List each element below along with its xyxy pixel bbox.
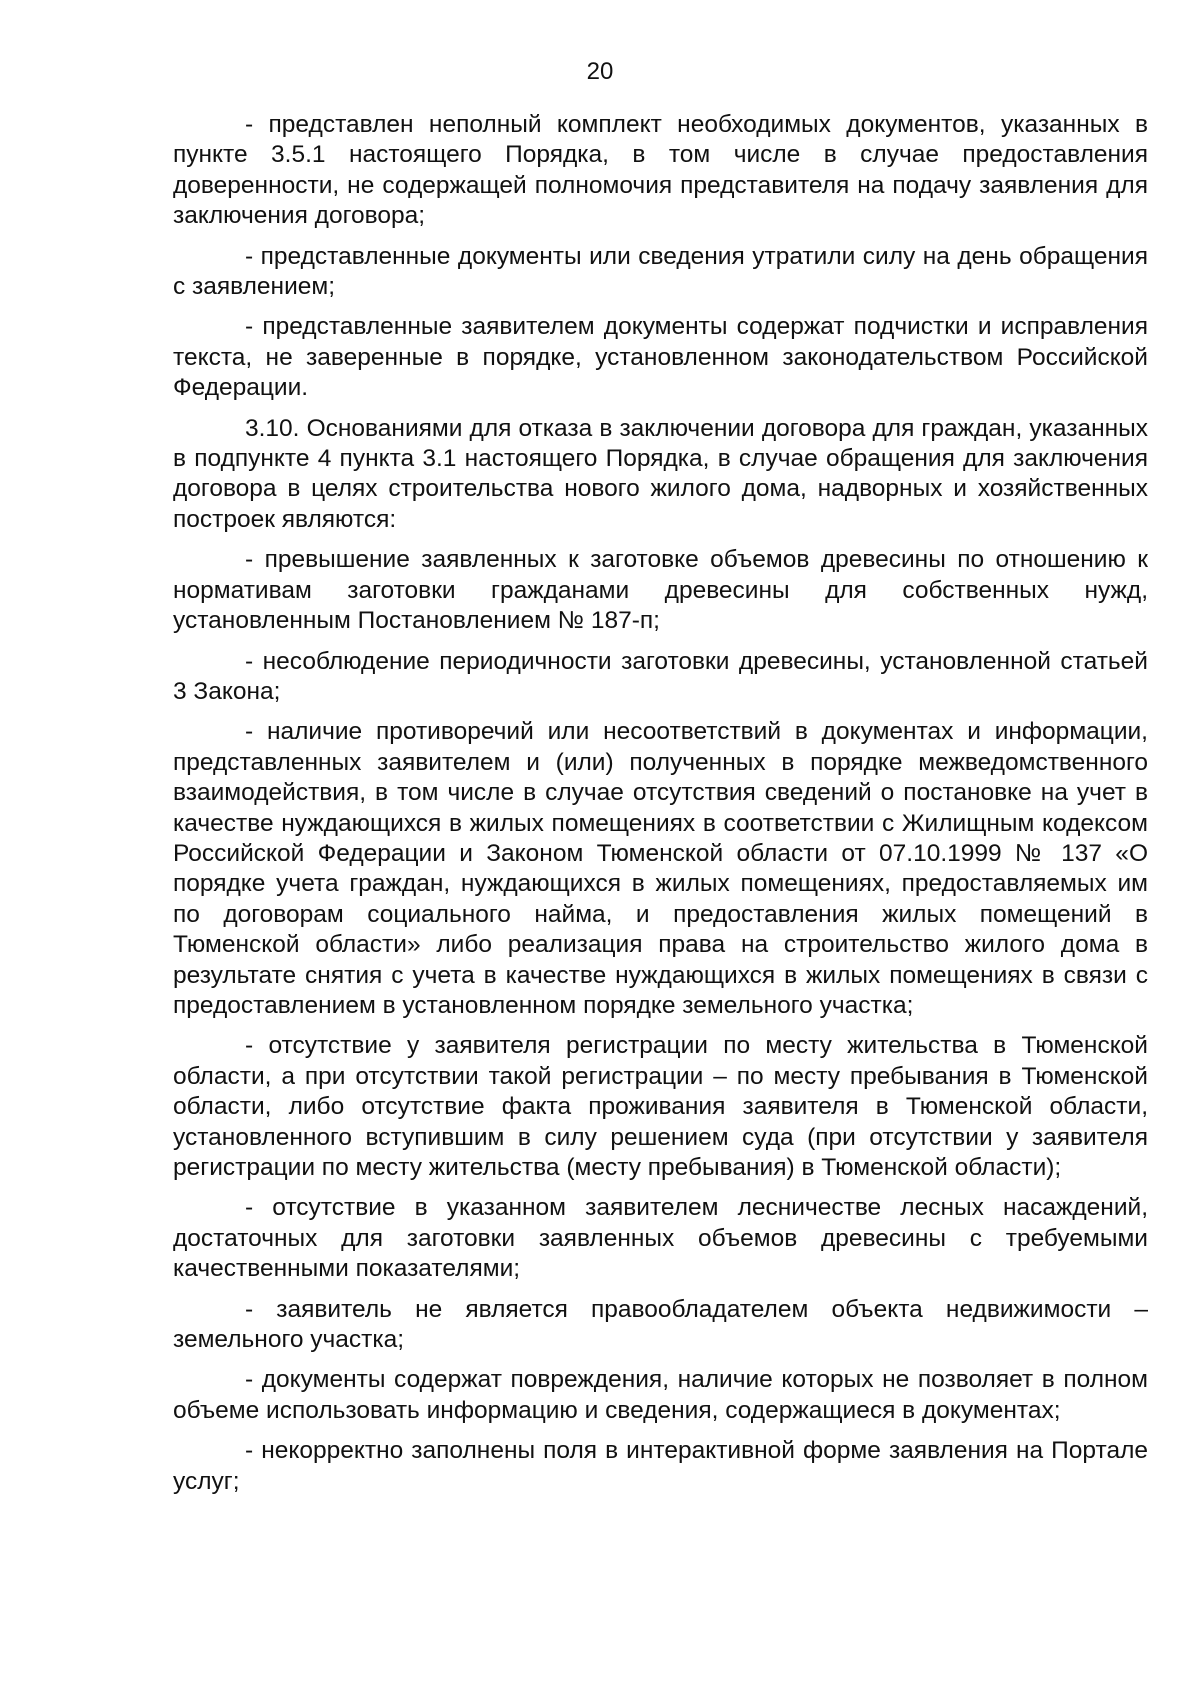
paragraph-insufficient-forest: - отсутствие в указанном заявителем лесничестве лесных насаждений, достаточных для заготовки заявленных объемов древесины с требуемыми качественными показателями;	[173, 1194, 1148, 1283]
paragraph-expired-documents: - представленные документы или сведения утратили силу на день обращения с заявлением;	[173, 242, 1148, 301]
paragraph-periodicity-violation: - несоблюдение периодичности заготовки древесины, установленной статьей 3 Закона;	[173, 647, 1148, 705]
paragraph-incomplete-documents: - представлен неполный комплект необходимых документов, указанных в пункте 3.5.1 настоящего Порядка, в том числе в случае предоставления доверенности, не содержащей полномочия представителя на подачу заявления для заключения договора;	[173, 111, 1148, 230]
paragraph-corrections-in-documents: - представленные заявителем документы содержат подчистки и исправления текста, не заверенные в порядке, установленном законодательством Российской Федерации.	[173, 313, 1148, 402]
paragraph-not-land-owner: - заявитель не является правообладателем объекта недвижимости – земельного участка;	[173, 1295, 1148, 1354]
paragraph-no-registration: - отсутствие у заявителя регистрации по месту жительства в Тюменской области, а при отсутствии такой регистрации – по месту пребывания в Тюменской области, либо отсутствие факта проживания заявителя в Тюменской области, установленного вступившим в силу решением суда (при отсутствии у заявителя регистрации по месту жительства (месту пребывания) в Тюменской области);	[173, 1032, 1148, 1181]
paragraph-contradictions: - наличие противоречий или несоответствий в документах и информации, представленных заявителем и (или) полученных в порядке межведомственного взаимодействия, в том числе в случае отсутствия сведений о постановке на учет в качестве нуждающихся в жилых помещениях в соответствии с Жилищным кодексом Российской Федерации и Законом Тюменской области от 07.10.1999 № 137 «О порядке учета граждан, нуждающихся в жилых помещениях, предоставляемых им по договорам социального найма, и предоставления жилых помещений в Тюменской области» либо реализация права на строительство жилого дома в результате снятия с учета в качестве нуждающихся в жилых помещениях в связи с предоставлением в установленном порядке земельного участка;	[173, 718, 1148, 1019]
paragraph-section-3-10: 3.10. Основаниями для отказа в заключении договора для граждан, указанных в подпункте 4 пункта 3.1 настоящего Порядка, в случае обращения для заключения договора в целях строительства нового жилого дома, надворных и хозяйственных построек являются:	[173, 414, 1148, 533]
paragraph-damaged-documents: - документы содержат повреждения, наличие которых не позволяет в полном объеме использовать информацию и сведения, содержащиеся в документах;	[173, 1366, 1148, 1424]
paragraph-incorrect-form-fields: - некорректно заполнены поля в интерактивной форме заявления на Портале услуг;	[173, 1437, 1148, 1495]
document-body	[173, 110, 1148, 1507]
paragraph-volume-exceeded: - превышение заявленных к заготовке объемов древесины по отношению к нормативам заготовки гражданами древесины для собственных нужд, установленным Постановлением № 187-п;	[173, 546, 1148, 635]
page-number: 20	[586, 58, 614, 85]
